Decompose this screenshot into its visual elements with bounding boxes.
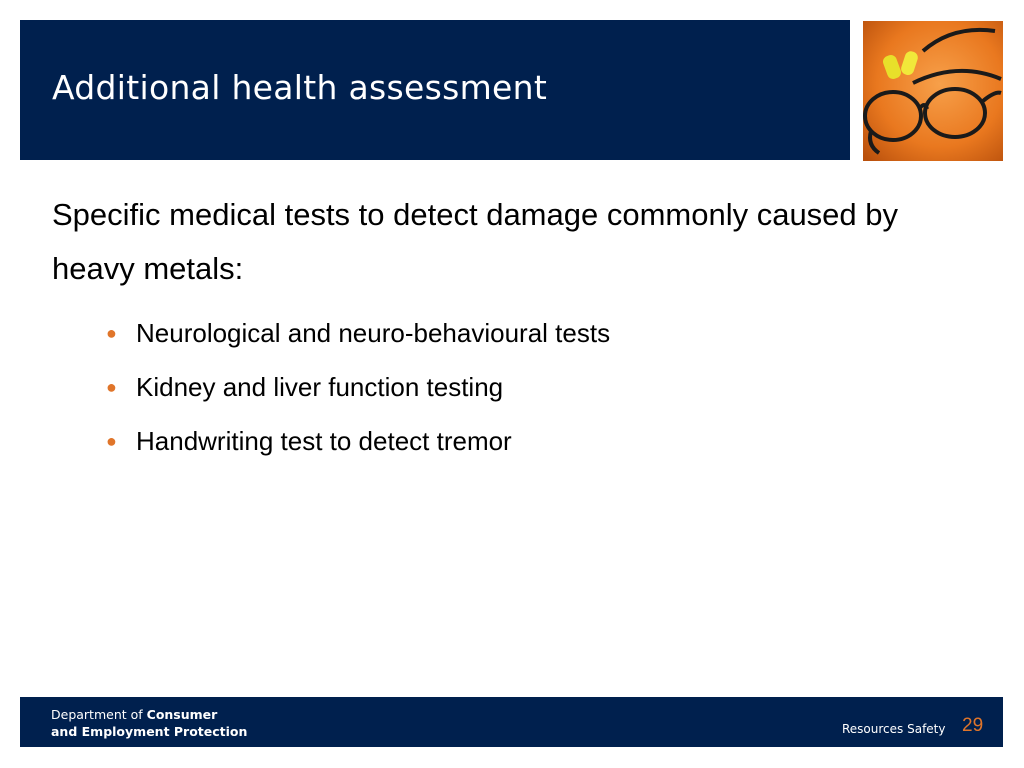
bullet-text: Handwriting test to detect tremor (136, 426, 512, 456)
department-name (51, 706, 247, 740)
safety-glasses-and-earplugs-icon (863, 21, 1003, 161)
safety-glasses-photo (863, 21, 1003, 161)
bullet-text: Neurological and neuro-behavioural tests (136, 318, 611, 348)
dept-bold-1: Consumer (146, 707, 218, 722)
bullet-dot-icon: ● (106, 377, 117, 397)
slide-title: Additional health assessment (52, 68, 548, 107)
dept-prefix: Department of (51, 707, 147, 722)
footer-banner (20, 697, 1003, 747)
title-banner (20, 20, 850, 160)
page-number: 29 (962, 715, 984, 736)
bullet-dot-icon: ● (106, 323, 117, 343)
bullet-item (104, 414, 982, 468)
slide-body (52, 188, 982, 468)
bullet-text: Kidney and liver function testing (136, 372, 504, 402)
intro-text: Specific medical tests to detect damage commonly caused by heavy metals: (52, 197, 899, 286)
bullet-item (104, 306, 982, 360)
bullet-item (104, 360, 982, 414)
bullet-dot-icon: ● (106, 431, 117, 451)
resources-safety-label: Resources Safety (842, 722, 946, 736)
bullet-list (104, 306, 982, 468)
dept-bold-2: and Employment Protection (51, 724, 248, 739)
